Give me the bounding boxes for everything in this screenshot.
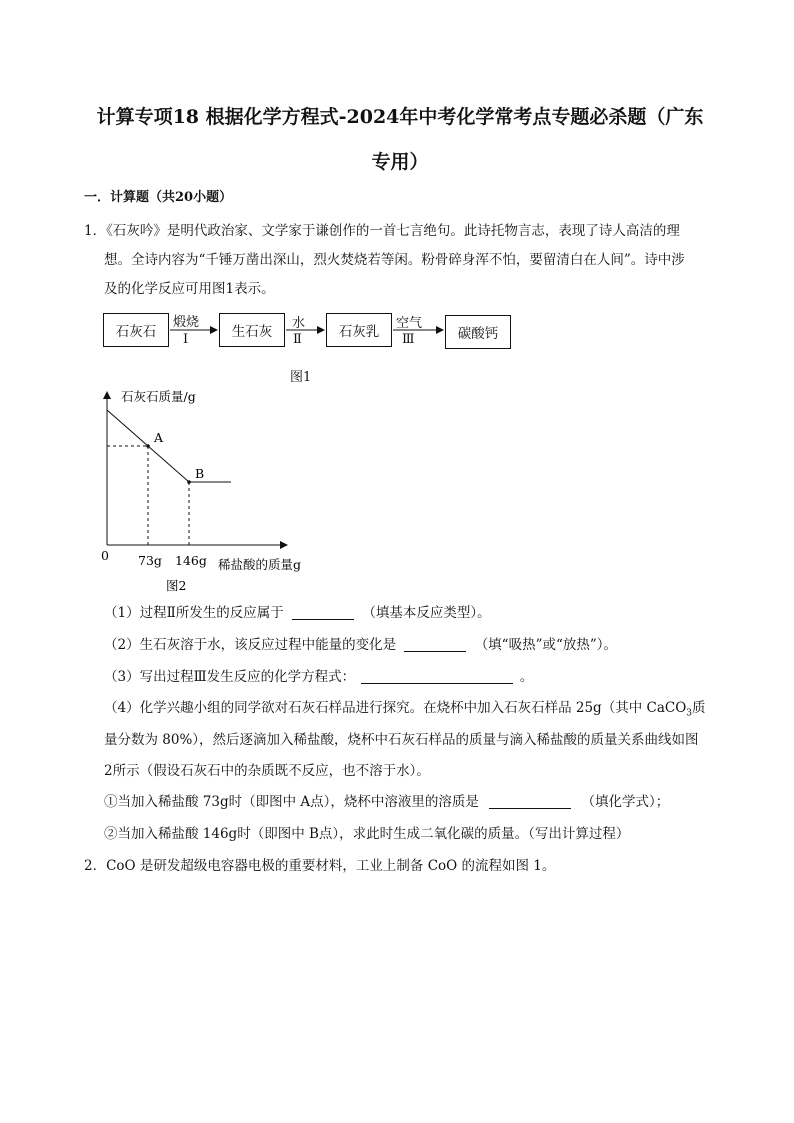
q1-sub-3-end: 。 xyxy=(519,669,534,685)
q1-sub-3-answer-blank[interactable] xyxy=(361,669,513,684)
q1-sub-4-a-text: ①当加入稀盐酸 73g时（即图中 A点），烧杯中溶液里的溶质是 xyxy=(104,794,479,810)
q1-sub-1-answer-blank[interactable] xyxy=(292,605,354,620)
x-tick-label-1: 73g xyxy=(138,553,162,568)
arrow-2-bottom-label: Ⅱ xyxy=(293,332,302,347)
q1-line-1: 1．《石灰吟》是明代政治家、文学家于谦创作的一首七言绝句。此诗托物言志，表现了诗人高洁的理 xyxy=(84,223,680,239)
q1-sub-1-text: （1）过程Ⅱ所发生的反应属于 xyxy=(104,605,284,621)
arrow-1-top-label: 煅烧 xyxy=(173,315,200,330)
title-line-2: 专用） xyxy=(371,151,429,173)
x-tick-label-2: 146g xyxy=(175,553,207,568)
q1-sub-4-a-hint: （填化学式）； xyxy=(581,794,670,810)
origin-label: 0 xyxy=(101,548,109,563)
title-line-1: 计算专项18 根据化学方程式-2024年中考化学常考点专题必杀题（广东 xyxy=(96,106,704,128)
q1-sub-4-line-3: 2所示（假设石灰石中的杂质既不反应，也不溶于水）。 xyxy=(104,763,430,779)
q1-sub-4-a xyxy=(104,790,669,810)
arrow-1-bottom-label: Ⅰ xyxy=(183,332,189,347)
q1-sub-4-line-1-text: （4）化学兴趣小组的同学欲对石灰石样品进行探究。在烧杯中加入石灰石样品 25g（其中 CaCO xyxy=(104,700,687,716)
arrow-2-top-label: 水 xyxy=(292,316,306,331)
q1-line-2: 想。全诗内容为“千锤万凿出深山，烈火焚烧若等闲。粉骨碎身浑不怕，要留清白在人间”。诗中涉 xyxy=(104,252,685,268)
q1-sub-4-line-1-end: 质 xyxy=(692,700,706,716)
q1-sub-2 xyxy=(104,633,617,653)
arrow-3-bottom-label: Ⅲ xyxy=(402,332,415,347)
figure-2-chart xyxy=(0,380,340,595)
flow-box-limestone: 石灰石 xyxy=(103,313,169,347)
x-axis-label: 稀盐酸的质量g xyxy=(218,557,302,572)
section-heading: 一．计算题（共20小题） xyxy=(84,190,233,205)
subscript-3: 3 xyxy=(686,708,692,719)
y-axis-label: 石灰石质量/g xyxy=(121,389,196,404)
flow-box-calcium-carbonate: 碳酸钙 xyxy=(445,315,511,349)
q1-sub-4-a-answer-blank[interactable] xyxy=(489,794,571,809)
flow-arrows xyxy=(0,0,794,400)
arrow-3-top-label: 空气 xyxy=(396,316,423,331)
q1-line-3: 及的化学反应可用图1表示。 xyxy=(104,281,275,297)
q2-line-1: 2．CoO 是研发超级电容器电极的重要材料，工业上制备 CoO 的流程如图 1。 xyxy=(84,858,556,874)
figure-2-caption: 图2 xyxy=(166,578,187,593)
q1-sub-1 xyxy=(104,601,491,621)
chart-marks xyxy=(107,410,231,568)
q1-sub-4-line-2: 量分数为 80%），然后逐滴加入稀盐酸，烧杯中石灰石样品的质量与滴入稀盐酸的质量关系曲线如图 xyxy=(104,732,699,748)
q1-sub-3 xyxy=(104,665,533,685)
q1-sub-2-text: （2）生石灰溶于水，该反应过程中能量的变化是 xyxy=(104,637,397,653)
point-label-b: B xyxy=(195,466,205,481)
figure-1-caption: 图1 xyxy=(290,370,312,385)
q1-sub-2-answer-blank[interactable] xyxy=(404,637,466,652)
point-label-a: A xyxy=(154,430,164,445)
q1-sub-1-hint: （填基本反应类型）。 xyxy=(362,605,491,621)
q1-sub-3-text: （3）写出过程Ⅲ发生反应的化学方程式： xyxy=(104,669,356,685)
flow-box-quicklime: 生石灰 xyxy=(219,313,285,347)
q1-sub-2-hint: （填“吸热”或“放热”）。 xyxy=(474,637,618,653)
flow-box-lime-milk: 石灰乳 xyxy=(326,313,392,347)
q1-sub-4-line-1 xyxy=(104,696,706,719)
q1-sub-4-b: ②当加入稀盐酸 146g时（即图中 B点），求此时生成二氧化碳的质量。（写出计算过程） xyxy=(104,826,630,842)
